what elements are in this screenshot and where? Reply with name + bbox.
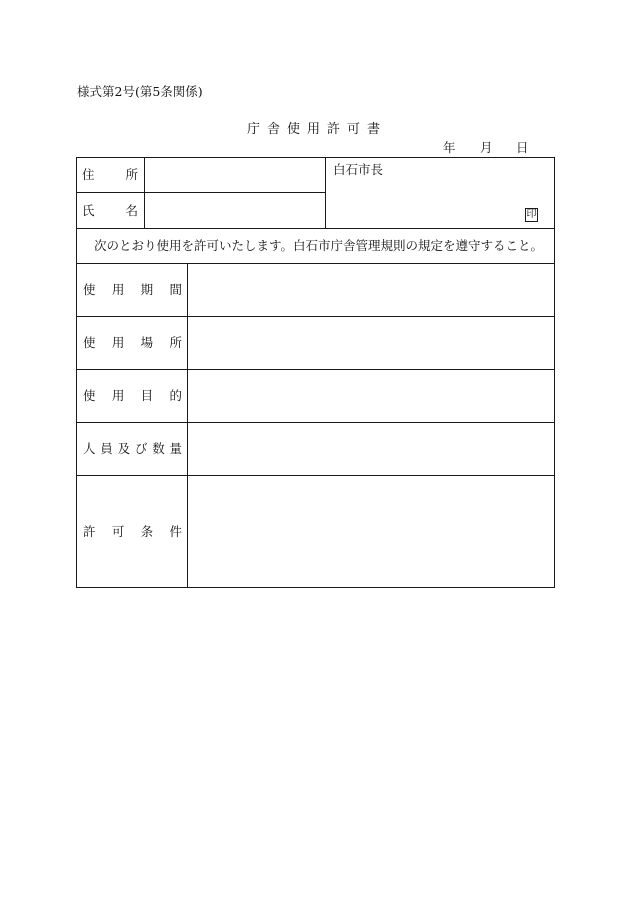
label-char: 員 [100,441,113,456]
name-label-char: 名 [125,203,138,218]
label-char: 可 [111,524,125,539]
label-char: び [134,441,148,456]
rule-address-name [76,192,326,193]
label-char: 場 [140,335,154,350]
document-title: 庁舎使用許可書 [246,122,387,137]
label-char: 数 [152,441,165,456]
rule-top-section [76,228,555,229]
seal-mark: 印 [526,209,537,220]
label-char: 条 [140,524,154,539]
label-char: 目 [140,388,154,403]
row-label-permit-conditions [83,524,182,540]
rule-row-3 [76,422,555,423]
label-char: 的 [169,388,182,403]
label-char: 間 [169,282,182,297]
rule-row-2 [76,369,555,370]
form-reference: 様式第2号(第5条関係) [77,84,203,99]
label-char: 用 [111,335,125,350]
rule-notice-bottom [76,263,555,264]
row-label-usage-purpose [83,388,182,404]
label-char: 使 [83,282,96,297]
rule-label-value-top [144,157,145,228]
rule-applicant-issuer [325,157,326,228]
address-label-char: 所 [125,167,138,182]
label-char: 所 [169,335,182,350]
date-year-label: 年 [443,140,456,155]
label-char: 件 [169,524,182,539]
rule-row-1 [76,316,555,317]
address-label [82,167,138,183]
issuer-title: 白石市長 [333,162,384,177]
row-label-personnel-quantity [83,441,182,457]
rule-label-value-bottom [187,263,188,588]
label-char: 期 [140,282,154,297]
rule-row-4 [76,475,555,476]
row-label-usage-location [83,335,182,351]
label-char: 使 [83,335,96,350]
permit-notice: 次のとおり使用を許可いたします。白石市庁舎管理規則の規定を遵守すること。 [94,238,544,253]
label-char: 量 [169,441,182,456]
address-label-char: 住 [82,167,95,182]
label-char: 用 [111,282,125,297]
row-label-usage-period [83,282,182,298]
label-char: 許 [83,524,96,539]
label-char: 使 [83,388,96,403]
label-char: 人 [83,441,96,456]
label-char: 及 [117,441,131,456]
label-char: 用 [111,388,125,403]
date-month-label: 月 [480,140,493,155]
name-label-char: 氏 [82,203,95,218]
date-day-label: 日 [516,140,529,155]
name-label [82,203,138,219]
